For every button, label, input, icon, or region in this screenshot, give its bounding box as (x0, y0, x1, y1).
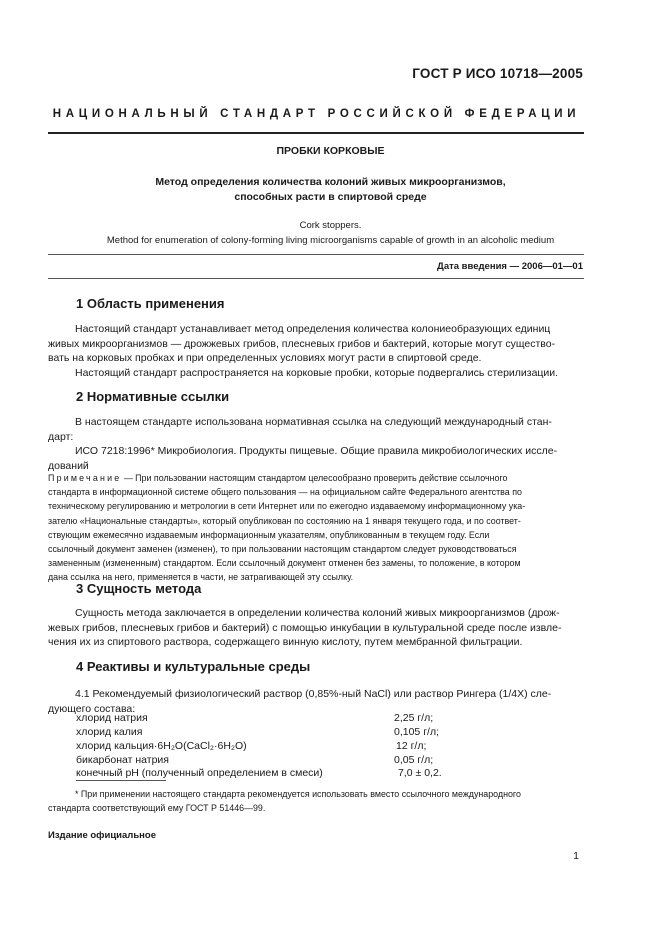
text-line: вать на корковых пробках и при определенных условиях могут расти в спиртовой среде. (48, 352, 482, 364)
document-title: ПРОБКИ КОРКОВЫЕ (276, 145, 385, 157)
text-line: Сущность метода заключается в определении количества колоний живых микроорганизмов (дрож- (75, 607, 560, 619)
section-3-paragraph (48, 606, 583, 650)
note-line: зателю «Национальные стандарты», который опубликован по состоянию на 1 января текущего года, и по соответ- (48, 515, 521, 526)
footnote-line: * При применении настоящего стандарта рекомендуется использовать вместо ссылочного международного (75, 789, 521, 799)
note-label: Примечание (48, 473, 122, 483)
component-value: 12 г/л; (396, 740, 427, 752)
composition-row (76, 767, 496, 781)
component-name: хлорид калия (76, 726, 143, 738)
footnote (48, 787, 583, 815)
document-subtitle (50, 175, 611, 205)
component-value: 7,0 ± 0,2. (398, 767, 442, 779)
text-line: дарт: (48, 430, 74, 443)
text-line: В настоящем стандарте использована нормативная ссылка на следующий международный стан- (75, 416, 552, 428)
national-standard-banner: НАЦИОНАЛЬНЫЙ СТАНДАРТ РОССИЙСКОЙ ФЕДЕРАЦИИ (52, 108, 581, 120)
footnote-rule (76, 780, 166, 781)
edition-label: Издание официальное (48, 830, 156, 841)
document-code: ГОСТ Р ИСО 10718—2005 (412, 66, 583, 81)
text-line: Настоящий стандарт распространяется на корковые пробки, которые подвергались стерилизации. (75, 366, 559, 379)
component-value: 0,105 г/л; (394, 726, 439, 738)
section-4-heading: 4 Реактивы и культуральные среды (76, 659, 311, 674)
component-name: бикарбонат натрия (76, 754, 169, 766)
note-line (48, 471, 583, 485)
english-title-line: Method for enumeration of colony-forming living microorganisms capable of growth in an alcoholic medium (106, 234, 555, 246)
date-rule-top (48, 254, 584, 255)
note-line: техническому регулированию и метрологии в сети Интернет или по ежегодно издаваемому информационному ука- (48, 501, 526, 512)
component-name: хлорид натрия (76, 712, 148, 724)
composition-row (76, 740, 496, 754)
composition-row (76, 754, 496, 768)
date-rule-bottom (48, 278, 584, 279)
component-name: конечный pH (полученный определением в смеси) (76, 767, 323, 779)
text-line: чения их из спиртового раствора, содержащего винную кислоту, путем мембранной фильтрации. (48, 636, 523, 648)
note-text: — При пользовании настоящим стандартом целесообразно проверить действие ссылочного (121, 473, 508, 483)
subtitle-line: способных расти в спиртовой среде (234, 191, 427, 203)
component-name: хлорид кальция·6H₂O(CaCl₂·6H₂O) (76, 740, 247, 752)
text-line: ИСО 7218:1996* Микробиология. Продукты пищевые. Общие правила микробиологических иссле- (75, 445, 558, 457)
section-2-note (48, 471, 583, 585)
section-1-paragraph (48, 322, 583, 380)
english-title-line: Cork stoppers. (299, 220, 362, 231)
subtitle-line: Метод определения количества колоний живых микроорганизмов, (155, 176, 506, 188)
text-line: живых микроорганизмов — дрожжевых грибов, плесневых грибов и бактерий, которые могут существо- (48, 337, 556, 350)
effective-date: Дата введения — 2006—01—01 (437, 261, 583, 272)
text-line: дующего состава: (48, 702, 136, 715)
composition-row (76, 712, 496, 726)
text-line: дований (48, 459, 89, 472)
page-number: 1 (573, 850, 579, 862)
top-rule (48, 132, 584, 134)
section-1-heading: 1 Область применения (76, 296, 225, 311)
text-line: жевых грибов, плесневых грибов и бактерий) с помощью инкубации в культуральной среде после извле- (48, 621, 562, 634)
text-line: Настоящий стандарт устанавливает метод определения количества колониеобразующих единиц (75, 323, 551, 335)
english-title (50, 219, 611, 248)
note-line: ссылочный документ заменен (изменен), то при пользовании настоящим стандартом следует руководствоваться (48, 544, 517, 555)
component-value: 2,25 г/л; (394, 712, 434, 724)
footnote-line: стандарта соответствующий ему ГОСТ Р 51446—99. (48, 803, 266, 813)
composition-row (76, 726, 496, 740)
component-value: 0,05 г/л; (394, 754, 434, 766)
note-line: замененным (измененным) стандартом. Если ссылочный документ отменен без замены, то положение, в котором (48, 558, 521, 569)
section-3-heading: 3 Сущность метода (76, 581, 202, 596)
text-line: 4.1 Рекомендуемый физиологический раствор (0,85%-ный NaCl) или раствор Рингера (1/4Х) сле- (75, 688, 552, 700)
note-line: ствующим ежемесячно издаваемым информационным указателям, опубликованным в текущем году. Если (48, 529, 490, 540)
section-2-heading: 2 Нормативные ссылки (76, 389, 230, 404)
section-2-paragraph (48, 415, 583, 473)
note-line: дана ссылка на него, применяется в части, не затрагивающей эту ссылку. (48, 572, 354, 583)
note-line: стандарта в информационной системе общего пользования — на официальном сайте Федерального агентства по (48, 487, 522, 498)
